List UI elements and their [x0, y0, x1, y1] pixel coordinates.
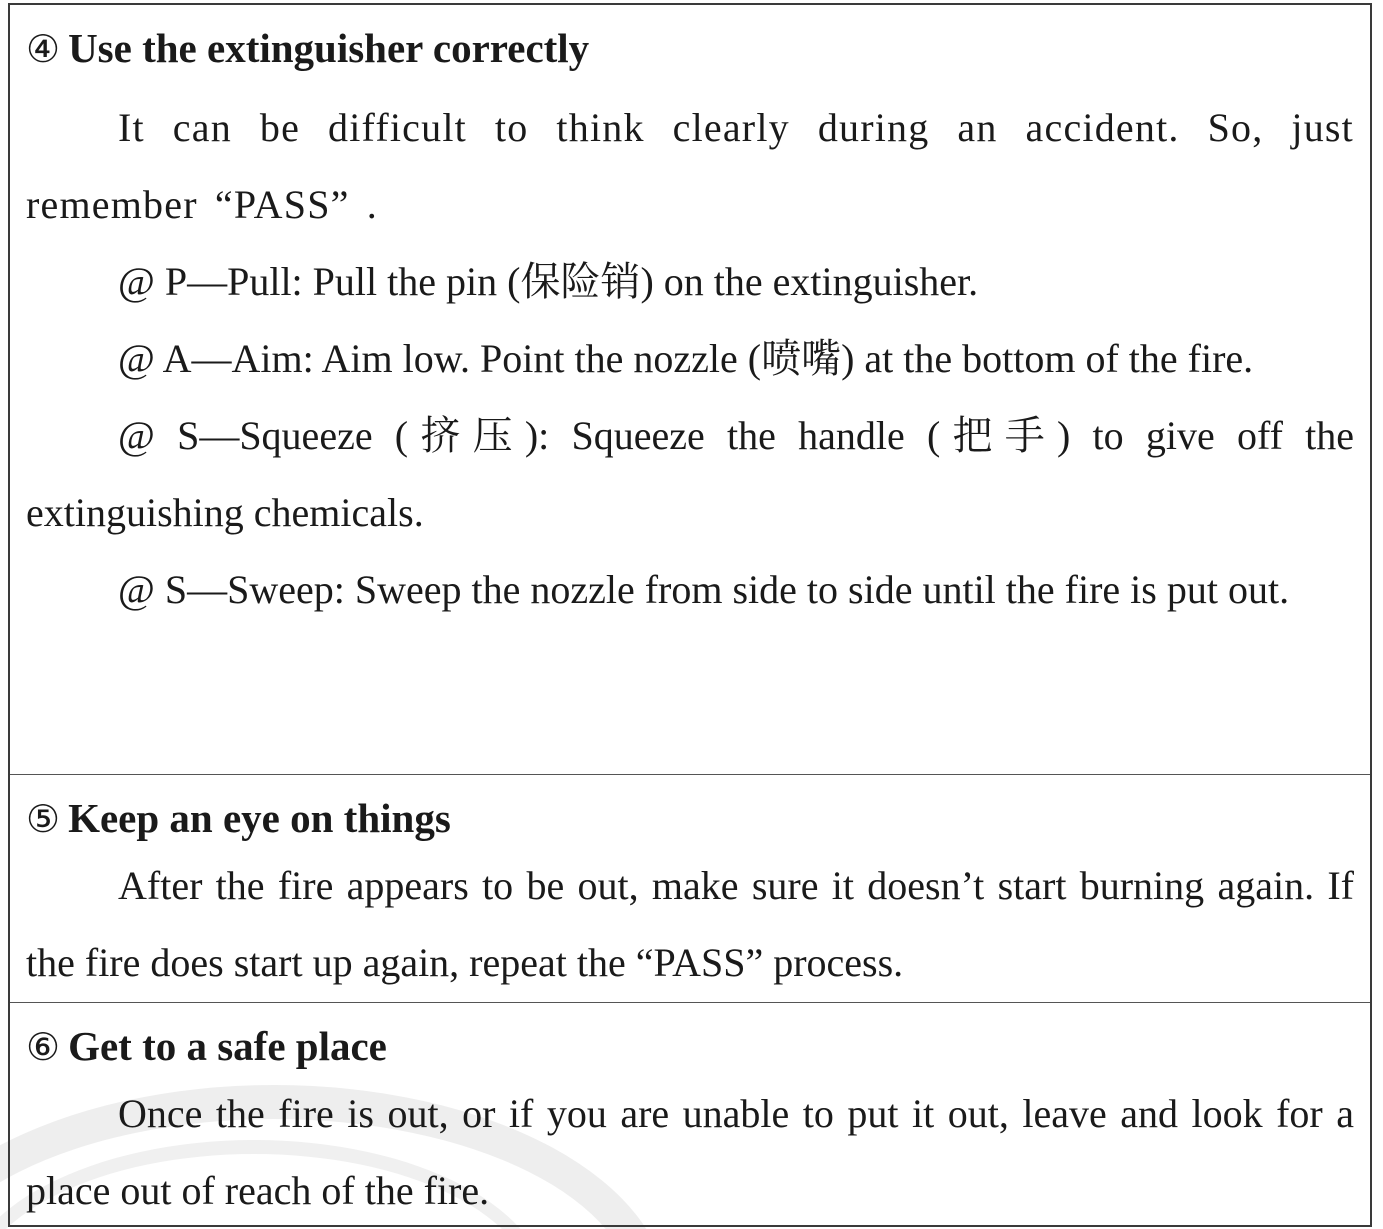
section-title: Keep an eye on things: [68, 795, 451, 841]
section-number-marker: ⑤: [26, 797, 61, 841]
step-sweep: @ S—Sweep: Sweep the nozzle from side to side until the fire is put out.: [118, 567, 1290, 612]
intro-paragraph: It can be difficult to think clearly during an accident. So, just remember “PASS” .: [26, 105, 1354, 227]
step-squeeze: @ S—Squeeze (挤压): Squeeze the handle (把手) to give off the extinguishing chemicals.: [26, 413, 1354, 535]
section-heading: [26, 25, 1354, 72]
section-number-marker: ⑥: [26, 1025, 61, 1069]
section-heading: [26, 1023, 1354, 1070]
section-number-marker: ④: [26, 27, 61, 71]
section-safe-place: [10, 1002, 1370, 1229]
body-paragraph: Once the fire is out, or if you are unable to put it out, leave and look for a place out of reach of the fire.: [26, 1091, 1354, 1213]
section-title: Get to a safe place: [68, 1023, 387, 1069]
section-use-extinguisher: [10, 5, 1370, 774]
section-heading: [26, 795, 1354, 842]
section-keep-an-eye: [10, 774, 1370, 1002]
body-paragraph: After the fire appears to be out, make sure it doesn’t start burning again. If the fire does start up again, repeat the “PASS” process.: [26, 863, 1354, 985]
section-title: Use the extinguisher correctly: [68, 25, 590, 71]
step-aim: @ A—Aim: Aim low. Point the nozzle (喷嘴) at the bottom of the fire.: [118, 336, 1254, 381]
instruction-table: [8, 3, 1372, 1227]
step-pull: @ P—Pull: Pull the pin (保险销) on the extinguisher.: [118, 259, 979, 304]
